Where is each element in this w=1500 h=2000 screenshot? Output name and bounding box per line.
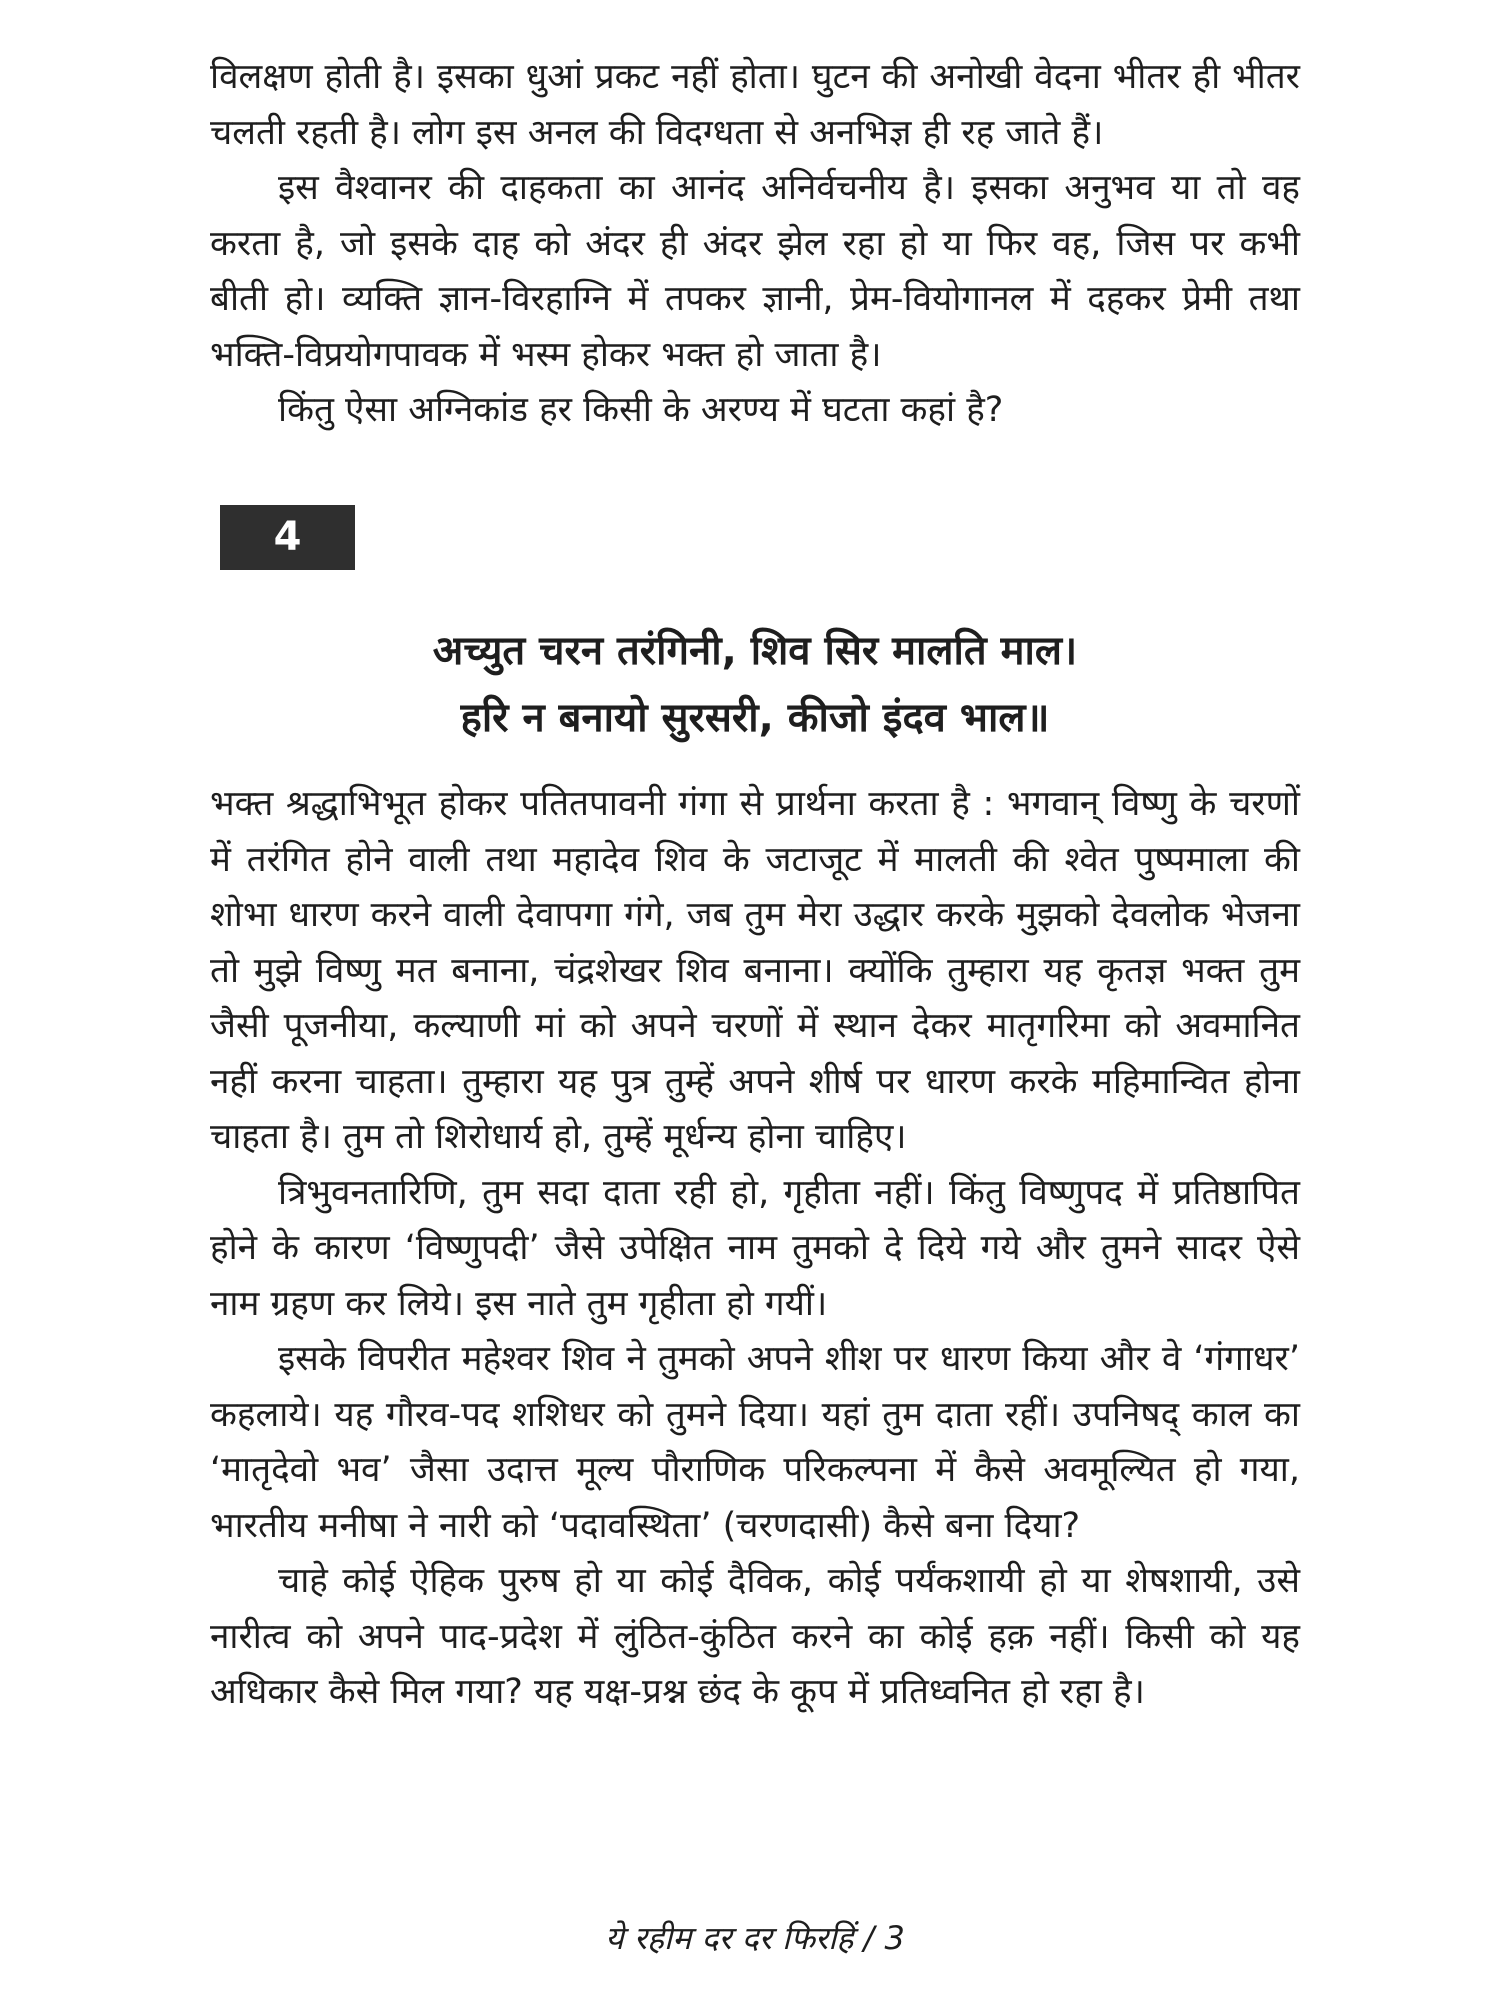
paragraph: चाहे कोई ऐहिक पुरुष हो या कोई दैविक, कोई पर्यंकशायी हो या शेषशायी, उसे नारीत्व को अपने पाद-प्रदेश में लुंठित-कुंठित करने का कोई हक़ नहीं। किसी को यह अधिकार कैसे मिल गया? यह यक्ष-प्रश्न छंद के कूप में प्रतिध्वनित हो रहा है। (210, 1561, 1300, 1712)
paragraph: किंतु ऐसा अग्निकांड हर किसी के अरण्य में घटता कहां है? (278, 390, 1004, 430)
paragraph: भक्त श्रद्धाभिभूत होकर पतितपावनी गंगा से प्रार्थना करता है : भगवान् विष्णु के चरणों में तरंगित होने वाली तथा महादेव शिव के जटाजूट में मालती की श्वेत पुष्पमाला की शोभा धारण करने वाली देवापगा गंगे, जब तुम मेरा उद्धार करके मुझको देवलोक भेजना तो मुझे विष्णु मत बनाना, चंद्रशेखर शिव बनाना। क्योंकि तुम्हारा यह कृतज्ञ भक्त तुम जैसी पूजनीया, कल्याणी मां को अपने चरणों में स्थान देकर मातृगरिमा को अवमानित नहीं करना चाहता। तुम्हारा यह पुत्र तुम्हें अपने शीर्ष पर धारण करके महिमान्वित होना चाहता है। तुम तो शिरोधार्य हो, तुम्हें मूर्धन्य होना चाहिए। (210, 784, 1300, 1157)
paragraph: इस वैश्वानर की दाहकता का आनंद अनिर्वचनीय है। इसका अनुभव या तो वह करता है, जो इसके दाह को अंदर ही अंदर झेल रहा हो या फिर वह, जिस पर कभी बीती हो। व्यक्ति ज्ञान-विरहाग्नि में तपकर ज्ञानी, प्रेम-वियोगानल में दहकर प्रेमी तथा भक्ति-विप्रयोगपावक में भस्म होकर भक्त हो जाता है। (210, 168, 1300, 375)
paragraph: विलक्षण होती है। इसका धुआं प्रकट नहीं होता। घुटन की अनोखी वेदना भीतर ही भीतर चलती रहती है। लोग इस अनल की विदग्धता से अनभिज्ञ ही रह जाते हैं। (210, 57, 1300, 153)
continued-text (210, 50, 1300, 439)
couplet-line-2: हरि न बनायो सुरसरी, कीजो इंदव भाल॥ (460, 695, 1050, 741)
section-number-badge: 4 (220, 505, 355, 570)
couplet-line-1: अच्युत चरन तरंगिनी, शिव सिर मालति माल। (432, 628, 1078, 674)
paragraph: इसके विपरीत महेश्वर शिव ने तुमको अपने शीश पर धारण किया और वे ‘गंगाधर’ कहलाये। यह गौरव-पद शशिधर को तुमने दिया। यहां तुम दाता रहीं। उपनिषद् काल का ‘मातृदेवो भव’ जैसा उदात्त मूल्य पौराणिक परिकल्पना में कैसे अवमूल्यित हो गया, भारतीय मनीषा ने नारी को ‘पदावस्थिता’ (चरणदासी) कैसे बना दिया? (210, 1339, 1300, 1546)
page-footer: ये रहीम दर दर फिरहिं / 3 (605, 1919, 905, 1957)
paragraph: त्रिभुवनतारिणि, तुम सदा दाता रही हो, गृहीता नहीं। किंतु विष्णुपद में प्रतिष्ठापित होने के कारण ‘विष्णुपदी’ जैसे उपेक्षित नाम तुमको दे दिये गये और तुमने सादर ऐसे नाम ग्रहण कर लिये। इस नाते तुम गृहीता हो गयीं। (210, 1172, 1300, 1324)
doha-couplet (210, 618, 1300, 752)
commentary-text (210, 777, 1300, 1721)
